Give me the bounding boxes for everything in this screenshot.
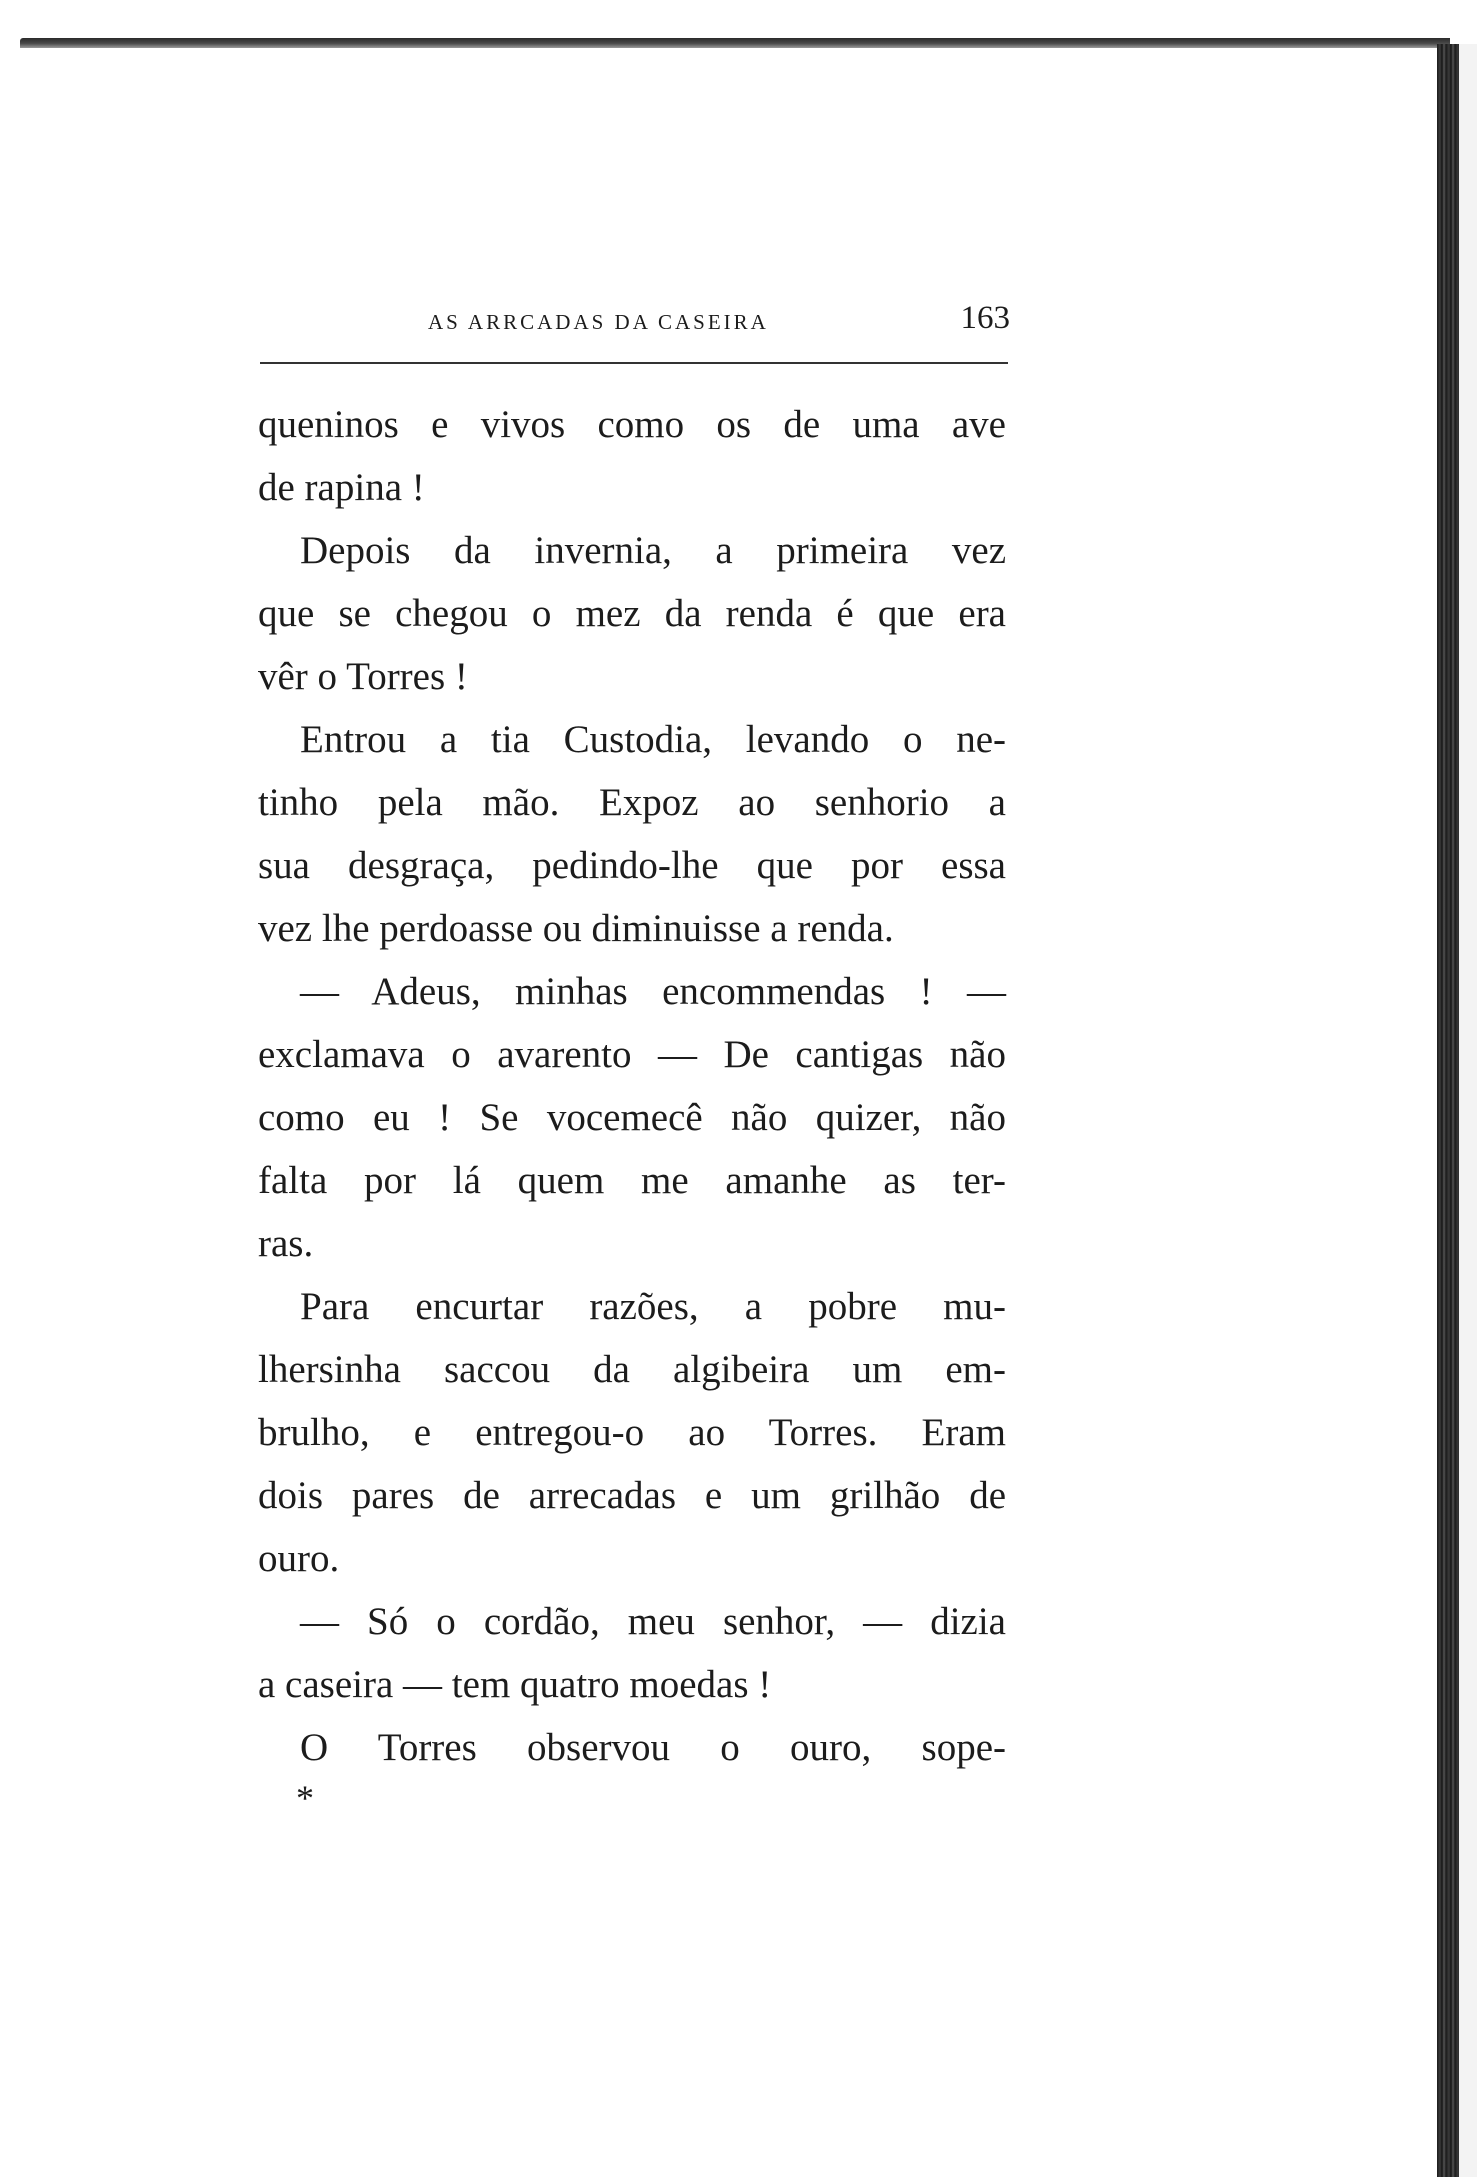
- text-line: vêr o Torres !: [258, 655, 468, 698]
- running-title: AS ARRCADAS DA CASEIRA: [428, 310, 769, 334]
- text-line: Depois da invernia, a primeira vez: [300, 529, 1006, 572]
- page-number: 163: [960, 300, 1010, 336]
- text-line: ouro.: [258, 1537, 340, 1580]
- text-line: lhersinha saccou da algibeira um em-: [258, 1348, 1006, 1391]
- text-line: como eu ! Se vocemecê não quizer, não: [258, 1096, 1006, 1139]
- scan-top-shadow: [20, 38, 1450, 48]
- text-line: dois pares de arrecadas e um grilhão de: [258, 1474, 1006, 1517]
- text-line: vez lhe perdoasse ou diminuisse a renda.: [258, 907, 894, 950]
- text-line: de rapina !: [258, 466, 425, 509]
- header-rule: [260, 362, 1008, 364]
- text-line: exclamava o avarento — De cantigas não: [258, 1033, 1006, 1076]
- text-line: tinho pela mão. Expoz ao senhorio a: [258, 781, 1006, 824]
- text-line: que se chegou o mez da renda é que era: [258, 592, 1006, 635]
- text-line: brulho, e entregou-o ao Torres. Eram: [258, 1411, 1006, 1454]
- scan-right-edge: [1459, 44, 1477, 2177]
- text-line: — Adeus, minhas encommendas ! —: [300, 970, 1006, 1013]
- text-line: falta por lá quem me amanhe as ter-: [258, 1159, 1006, 1202]
- text-line: Para encurtar razões, a pobre mu-: [300, 1285, 1006, 1328]
- text-line: Entrou a tia Custodia, levando o ne-: [300, 718, 1006, 761]
- text-line: queninos e vivos como os de uma ave: [258, 403, 1006, 446]
- text-line: ras.: [258, 1222, 314, 1265]
- scan-right-binding-shadow: [1437, 44, 1459, 2177]
- signature-mark: *: [296, 1778, 314, 1818]
- page-header: [260, 296, 1010, 356]
- text-line: O Torres observou o ouro, sope-: [300, 1726, 1006, 1769]
- body-text: [258, 393, 1006, 1779]
- text-line: a caseira — tem quatro moedas !: [258, 1663, 772, 1706]
- text-line: — Só o cordão, meu senhor, — dizia: [300, 1600, 1006, 1643]
- text-line: sua desgraça, pedindo-lhe que por essa: [258, 844, 1006, 887]
